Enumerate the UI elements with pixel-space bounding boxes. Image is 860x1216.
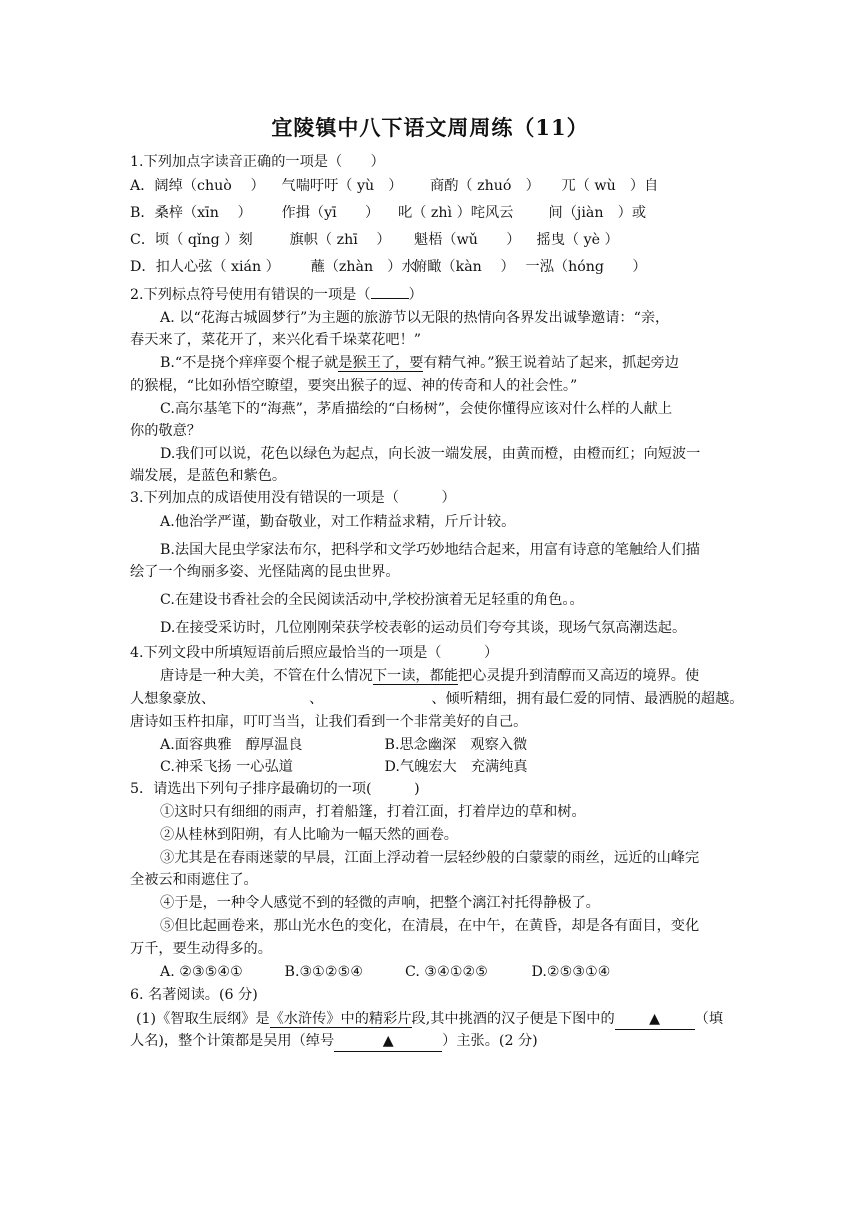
q5-option-a: A. ②③⑤④①: [160, 964, 243, 980]
q6-l1-text3: （填: [694, 1011, 724, 1027]
q5-sentence-1: ①这时只有细细的雨声，打着船篷，打着江面，打着岸边的草和树。: [160, 804, 586, 820]
q1-option-b: [130, 203, 646, 223]
q1-a-item3: 商酌（ zhuó ）: [430, 178, 540, 194]
q1-d-item2: 蘸（zhàn ）水: [310, 259, 416, 275]
q6-line2: [130, 1031, 538, 1052]
q4-option-a: A.面容典雅 醇厚温良: [160, 737, 303, 753]
q6-l1-underlined: 《水浒传》中的精彩片: [269, 1011, 412, 1027]
q3-option-c: C.在建设书香社会的全民阅读活动中,学校扮演着无足轻重的角色。。: [160, 592, 584, 608]
q2-b-line2: 的猴棍，“比如孙悟空瞭望，要突出猴子的逗、神的传奇和人的社会性。”: [130, 378, 578, 394]
q4-option-c: C.神采飞扬 一心弘道: [160, 759, 293, 775]
q4-options-row1: [160, 735, 527, 755]
q1-stem: 1.下列加点字读音正确的一项是（ ）: [130, 154, 385, 170]
q1-a-item4: 兀（ wù ）自: [561, 178, 659, 194]
q1-a-item1: A．阔绰（chuò ）: [130, 178, 265, 194]
q5-sentence-5-line1: ⑤但比起画卷来，那山光水色的变化，在清晨，在中午，在黄昏，却是各有面目，变化: [160, 918, 700, 934]
q6-line1: [136, 1009, 723, 1030]
q1-b-item2: 作揖（yī ）: [281, 205, 380, 221]
q2-d-line2: 端发展，是蓝色和紫色。: [130, 468, 287, 484]
q2-b-text1: B.“不是挠个痒痒耍个棍子就: [160, 355, 339, 371]
q4-stem: 4.下列文段中所填短语前后照应最恰当的一项是（ ）: [130, 645, 499, 661]
q4-option-d: D.气魄宏大 充满纯真: [384, 759, 528, 775]
q3-option-b-line2: 绘了一个绚丽多姿、光怪陆离的昆虫世界。: [130, 564, 400, 580]
q2-b-line1: [160, 353, 679, 373]
q5-option-c: C. ③④①②⑤: [405, 964, 488, 980]
q1-c-item2: 旗帜（ zhī ）: [289, 232, 391, 248]
q2-a-line1: A. 以“花海古城圆梦行”为主题的旅游节以无限的热情向各界发出诚挚邀请：“亲，: [160, 310, 670, 326]
q1-c-item3: 魁梧（wǔ ）: [414, 232, 521, 248]
q4-p1-text2: 把心灵提升到清醇而又高迈的境界。使: [457, 668, 700, 684]
q5-sentence-2: ②从桂林到阳朔，有人比喻为一幅天然的画卷。: [160, 827, 458, 843]
q3-option-d: D.在接受采访时，几位刚刚荣获学校表彰的运动员们夸夸其谈，现场气氛高潮迭起。: [160, 620, 687, 636]
q3-stem: 3.下列加点的成语使用没有错误的一项是（ ）: [130, 490, 456, 506]
q4-p1-text1: 唐诗是一种大美，不管在什么情况: [160, 668, 373, 684]
q5-sentence-4: ④于是，一种令人感觉不到的轻微的声响，把整个漓江衬托得静极了。: [160, 895, 600, 911]
q6-stem: 6. 名著阅读。(6 分): [130, 987, 258, 1003]
q4-p2-text2: 、倾听精细，拥有最仁爱的同情、最洒脱的超越。: [431, 691, 744, 707]
q2-b-text2: 有精气神。”猴王说着站了起来，抓起旁边: [423, 355, 679, 371]
q6-answer-blank-2[interactable]: ▲: [334, 1031, 442, 1052]
q1-c-item1: C．顷（ qǐng ）刻: [130, 232, 253, 248]
q1-d-item4: 一泓（hóng ）: [525, 259, 647, 275]
q4-option-b: B.思念幽深 观察入微: [384, 737, 528, 753]
q1-option-d: [130, 257, 647, 277]
q1-b-item3: 叱（ zhì ）咤风云: [398, 205, 514, 221]
q3-option-b-line1: B.法国大昆虫学家法布尔，把科学和文学巧妙地结合起来，用富有诗意的笔触给人们描: [160, 542, 700, 558]
page-title: 宜陵镇中八下语文周周练（11）: [271, 115, 589, 140]
q2-c-line2: 你的敬意？: [130, 423, 201, 439]
q5-option-d: D.②⑤③①④: [531, 964, 611, 980]
q1-c-item4: 摇曳（ yè ）: [536, 232, 619, 248]
q4-p1-underlined: 下一读，都能: [372, 668, 458, 684]
q5-sentence-5-line2: 万千，要生动得多的。: [130, 941, 272, 957]
q6-answer-blank-1[interactable]: ▲: [615, 1009, 695, 1030]
q1-b-item4: 间（jiàn ）或: [548, 205, 647, 221]
q1-a-item2: 气喘吁吁（ yù ）: [281, 178, 403, 194]
q2-stem-end: ）: [408, 287, 423, 303]
q1-b-item1: B．桑梓（xīn ）: [130, 205, 252, 221]
q2-d-line1: D.我们可以说，花色以绿色为起点，向长波一端发展，由黄而橙，由橙而红；向短波一: [160, 446, 701, 462]
q1-d-item1: D．扣人心弦（ xián ）: [130, 259, 280, 275]
q6-l1-text1: (1)《智取生辰纲》是: [136, 1011, 270, 1027]
q2-stem: [130, 285, 423, 305]
q6-l2-text1: 人名)，整个计策都是吴用（绰号: [130, 1033, 335, 1049]
q1-option-a: [130, 176, 658, 196]
q2-a-line2: 春天来了，菜花开了，来兴化看千垛菜花吧！”: [130, 332, 422, 348]
q2-answer-blank[interactable]: [371, 298, 409, 299]
q2-b-underlined: 是猴王了，要: [338, 355, 424, 371]
q5-sentence-3-line1: ③尤其是在春雨迷蒙的早晨，江面上浮动着一层轻纱般的白蒙蒙的雨丝，远近的山峰完: [160, 850, 700, 866]
q1-option-c: [130, 230, 619, 250]
q5-option-b: B.③①②⑤④: [284, 964, 364, 980]
q2-c-line1: C.高尔基笔下的“海燕”，茅盾描绘的“白杨树”，会使你懂得应该对什么样的人献上: [160, 401, 673, 417]
q4-passage-line1: [160, 666, 699, 686]
q3-option-a: A.他治学严谨，勤奋敬业，对工作精益求精，斤斤计较。: [160, 514, 516, 530]
q4-p2-sep: 、: [309, 691, 324, 707]
q5-options: [160, 962, 611, 982]
q5-stem: 5．请选出下列句子排序最确切的一项( ): [130, 781, 420, 797]
q6-l2-text2: ）主张。(2 分): [442, 1033, 538, 1049]
q4-passage-line3: 唐诗如玉杵扣扉，叮叮当当，让我们看到一个非常美好的自己。: [130, 714, 528, 730]
q6-l1-text2: 段,其中挑酒的汉子便是下图中的: [411, 1011, 615, 1027]
q5-sentence-3-line2: 全被云和雨遮住了。: [130, 872, 258, 888]
q1-d-item3: 俯瞰（kàn ）: [413, 259, 515, 275]
q4-passage-line2: [130, 689, 743, 709]
q4-p2-text1: 人想象豪放、: [130, 691, 216, 707]
q2-stem-text: 2.下列标点符号使用有错误的一项是（: [130, 287, 371, 303]
q4-options-row2: [160, 757, 528, 777]
